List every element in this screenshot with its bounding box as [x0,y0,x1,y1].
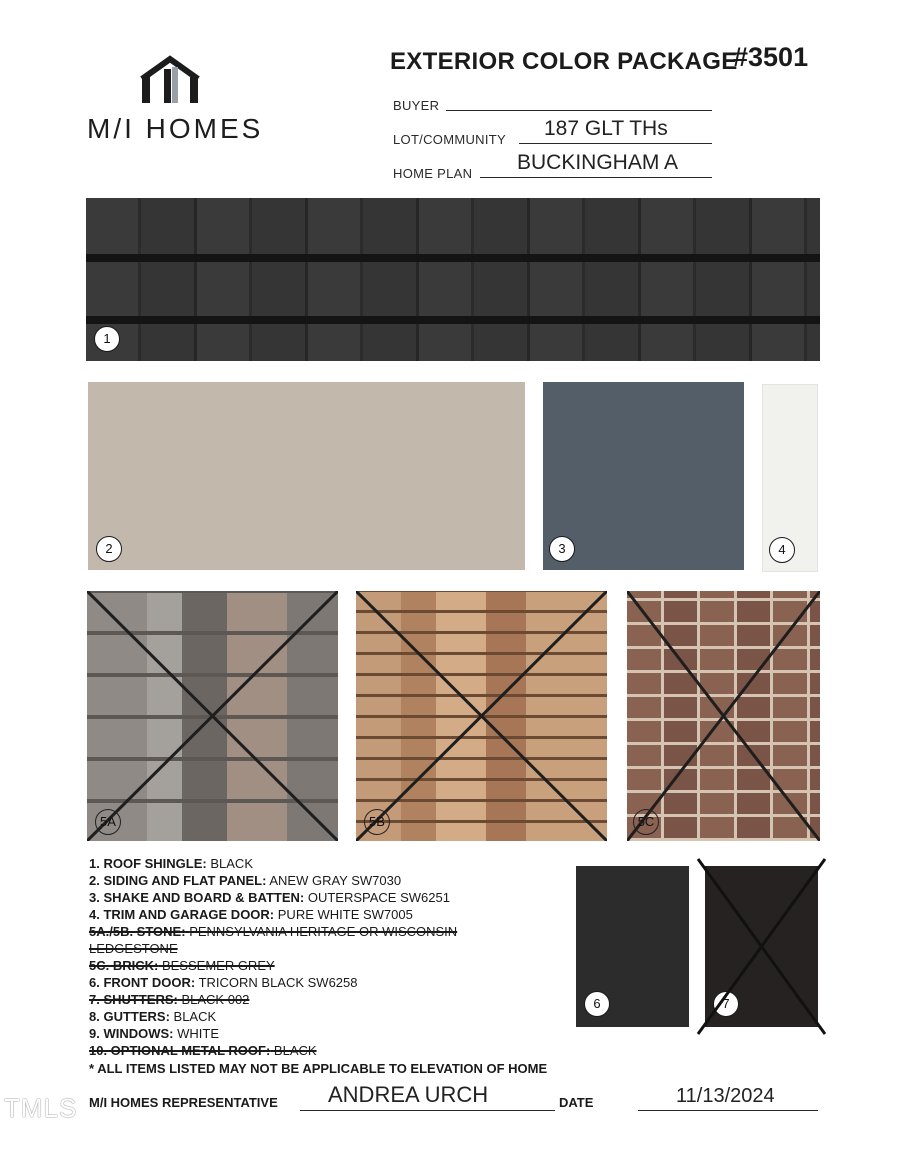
brand-name: M/I HOMES [87,113,264,144]
swatch-badge-5a: 5A [95,809,121,835]
stone-5b-swatch [356,591,607,841]
color-item-list [89,855,589,1077]
cross-out-icon [356,591,607,841]
home-plan-value: BUCKINGHAM A [517,151,679,174]
swatch-badge-3: 3 [549,536,575,562]
package-number: #3501 [733,42,809,72]
roof-shingle-swatch [86,198,820,361]
home-plan-label: HOME PLAN [393,166,473,181]
home-plan-line [480,177,712,178]
page-title: EXTERIOR COLOR PACKAGE [390,48,738,75]
cross-out-icon [696,857,827,1036]
list-item-struck: 7. SHUTTERS: BLACK 002 [89,992,250,1007]
swatch-badge-5b: 5B [364,809,390,835]
list-item-struck: 5C. BRICK: BESSEMER GREY [89,958,275,973]
list-item: 6. FRONT DOOR: TRICORN BLACK SW6258 [89,975,358,990]
buyer-label: BUYER [393,98,440,113]
cross-out-icon [627,591,820,841]
swatch-badge-4: 4 [769,537,795,563]
swatch-badge-5c: 5C [633,809,659,835]
applicability-note: * ALL ITEMS LISTED MAY NOT BE APPLICABLE TO ELEVATION OF HOME [89,1061,548,1076]
list-item: 2. SIDING AND FLAT PANEL: ANEW GRAY SW7030 [89,873,402,888]
swatch-badge-7: 7 [713,991,739,1017]
brick-5c-swatch [627,591,820,841]
list-item: 1. ROOF SHINGLE: BLACK [89,856,253,871]
list-item-struck: LEDGESTONE [89,941,178,956]
mls-watermark: TMLS [4,1093,78,1123]
swatch-badge-1: 1 [94,326,120,352]
representative-label: M/I HOMES REPRESENTATIVE [89,1095,278,1110]
list-item: 8. GUTTERS: BLACK [89,1009,217,1024]
date-line [638,1110,818,1111]
trim-swatch [762,384,818,572]
brand-logo [85,55,264,145]
swatch-badge-6: 6 [584,991,610,1017]
date-value: 11/13/2024 [676,1085,775,1107]
lot-community-label: LOT/COMMUNITY [393,132,506,147]
representative-value: ANDREA URCH [328,1082,489,1107]
swatch-badge-2: 2 [96,536,122,562]
lot-community-value: 187 GLT THs [544,117,668,140]
cross-out-icon [87,591,338,841]
list-item: 3. SHAKE AND BOARD & BATTEN: OUTERSPACE SW6251 [89,890,450,905]
representative-line [300,1110,555,1111]
list-item: 4. TRIM AND GARAGE DOOR: PURE WHITE SW7005 [89,907,413,922]
buyer-line [446,110,712,111]
house-logo-icon [140,55,200,105]
lot-community-line [519,143,712,144]
list-item: 9. WINDOWS: WHITE [89,1026,220,1041]
front-door-swatch [576,866,689,1027]
date-label: DATE [559,1095,594,1110]
shake-swatch [543,382,744,570]
list-item-struck: 10. OPTIONAL METAL ROOF: BLACK [89,1043,317,1058]
list-item-struck: 5A./5B. STONE: PENNSYLVANIA HERITAGE OR WISCONSIN [89,924,458,939]
stone-5a-swatch [87,591,338,841]
siding-swatch [88,382,525,570]
